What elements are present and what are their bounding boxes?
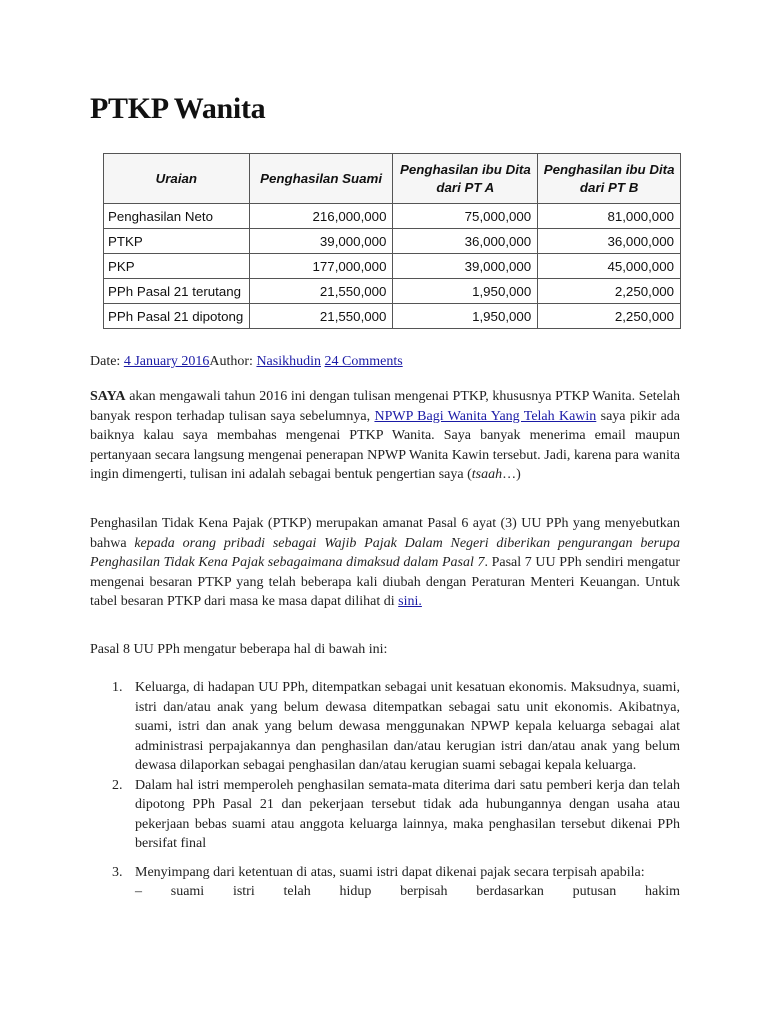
row-label-cell: PKP: [104, 254, 250, 279]
dash-word: suami: [170, 884, 205, 899]
row-label-cell: PPh Pasal 21 dipotong: [104, 304, 250, 329]
dash-word: berdasarkan: [476, 884, 544, 899]
value-cell: 216,000,000: [249, 204, 393, 229]
header-uraian: Uraian: [104, 154, 250, 204]
header-pt-b: Penghasilan ibu Dita dari PT B: [538, 154, 681, 204]
table-header-row: [104, 154, 681, 204]
value-cell: 2,250,000: [538, 304, 681, 329]
list-item: 3. Menyimpang dari ketentuan di atas, suami istri dapat dikenai pajak secara terpisah apabila: – suami istri telah hidup berpisah berdasarkan putusan hakim: [90, 863, 680, 902]
value-cell: 39,000,000: [393, 254, 538, 279]
date-link[interactable]: 4 January 2016: [123, 354, 210, 369]
table-row: [104, 304, 681, 329]
row-label-cell: PPh Pasal 21 terutang: [104, 279, 250, 304]
header-pt-a: Penghasilan ibu Dita dari PT A: [393, 154, 538, 204]
value-cell: 2,250,000: [538, 279, 681, 304]
pasal-quote: kepada orang pribadi sebagai Wajib Pajak Dalam Negeri diberikan pengurangan berupa Penghasilan Tidak Kena Pajak sebagaimana dimaksud dalam Pasal 7: [90, 535, 680, 570]
comments-link[interactable]: 24 Comments: [324, 354, 403, 369]
list-item: 2. Dalam hal istri memperoleh penghasilan semata-mata diterima dari satu pemberi kerja dan telah dipotong PPh Pasal 21 dan pekerjaan tersebut tidak ada hubungannya dengan usaha atau pekerjaan bebas suami atau anggota keluarga lainnya, maka penghasilan tersebut dikenai PPh bersifat final: [112, 777, 680, 851]
npwp-wanita-link[interactable]: NPWP Bagi Wanita Yang Telah Kawin: [374, 408, 597, 424]
intro-bold: SAYA: [90, 389, 126, 404]
author-label: Author:: [209, 354, 253, 369]
ptkp-data-table: [103, 153, 681, 329]
value-cell: 45,000,000: [538, 254, 681, 279]
paragraph-intro: SAYA akan mengawali tahun 2016 ini dengan tulisan mengenai PTKP, khususnya PTKP Wanita. Setelah banyak respon terhadap tulisan saya sebelumnya, NPWP Bagi Wanita Yang Telah Kawin saya pikir ada baiknya kalau saya membahas mengenai PTKP Wanita. Saya banyak menerima email maupun pertanyaan secara langsung mengenai penerapan NPWP Wanita Kawin tersebut. Jadi, karena para wanita ingin dimengerti, tulisan ini adalah sebagai bentuk pengertian saya (tsaah…): [90, 389, 681, 482]
value-cell: 36,000,000: [538, 229, 681, 254]
dash-line: [135, 882, 680, 902]
value-cell: 1,950,000: [393, 279, 538, 304]
header-penghasilan-suami: Penghasilan Suami: [249, 154, 393, 204]
value-cell: 21,550,000: [249, 304, 393, 329]
ptkp-table: [103, 153, 681, 329]
post-meta: [90, 354, 403, 370]
table-row: [104, 279, 681, 304]
paragraph-pasal8: Pasal 8 UU PPh mengatur beberapa hal di bawah ini:: [90, 642, 388, 657]
sini-link[interactable]: sini.: [398, 594, 422, 609]
value-cell: 177,000,000: [249, 254, 393, 279]
value-cell: 1,950,000: [393, 304, 538, 329]
value-cell: 75,000,000: [393, 204, 538, 229]
value-cell: 36,000,000: [393, 229, 538, 254]
dash-word: telah: [283, 884, 311, 899]
row-label-cell: PTKP: [104, 229, 250, 254]
table-row: [104, 204, 681, 229]
paragraph-ptkp: Penghasilan Tidak Kena Pajak (PTKP) merupakan amanat Pasal 6 ayat (3) UU PPh yang menyebutkan bahwa kepada orang pribadi sebagai Wajib Pajak Dalam Negeri diberikan pengurangan berupa Penghasilan Tidak Kena Pajak sebagaimana dimaksud dalam Pasal 7. Pasal 7 UU PPh sendiri mengatur mengenai besaran PTKP yang telah beberapa kali diubah dengan Peraturan Menteri Keuangan. Untuk tabel besaran PTKP dari masa ke masa dapat dilihat di sini.: [90, 516, 680, 609]
page-title: PTKP Wanita: [90, 92, 266, 125]
dash-word: putusan: [572, 884, 617, 899]
date-label: Date:: [90, 354, 121, 369]
dash-word: hidup: [339, 884, 372, 899]
author-link[interactable]: Nasikhudin: [256, 354, 321, 369]
dash-word: berpisah: [400, 884, 448, 899]
dash-word: istri: [232, 884, 255, 899]
dash-word: –: [135, 884, 142, 899]
row-label-cell: Penghasilan Neto: [104, 204, 250, 229]
value-cell: 39,000,000: [249, 229, 393, 254]
value-cell: 21,550,000: [249, 279, 393, 304]
table-row: [104, 254, 681, 279]
dash-word: hakim: [644, 884, 680, 899]
table-row: [104, 229, 681, 254]
list-item: 1. Keluarga, di hadapan UU PPh, ditempatkan sebagai unit kesatuan ekonomis. Maksudnya, suami, istri dan/atau anak yang belum dewasa ditempatkan sebagai satu unit ekonomis. Akibatnya, suami, istri dan anak yang belum dewasa menggunakan NPWP kepala keluarga sebagai alat administrasi perpajakannya dan penghasilan dan/atau kerugian istri dan/atau anak yang belum dewasa dilaporkan sebagai penghasilan dan/atau kerugian suami sebagai kepala keluarga.: [112, 680, 680, 773]
pasal8-list: [90, 678, 680, 902]
value-cell: 81,000,000: [538, 204, 681, 229]
